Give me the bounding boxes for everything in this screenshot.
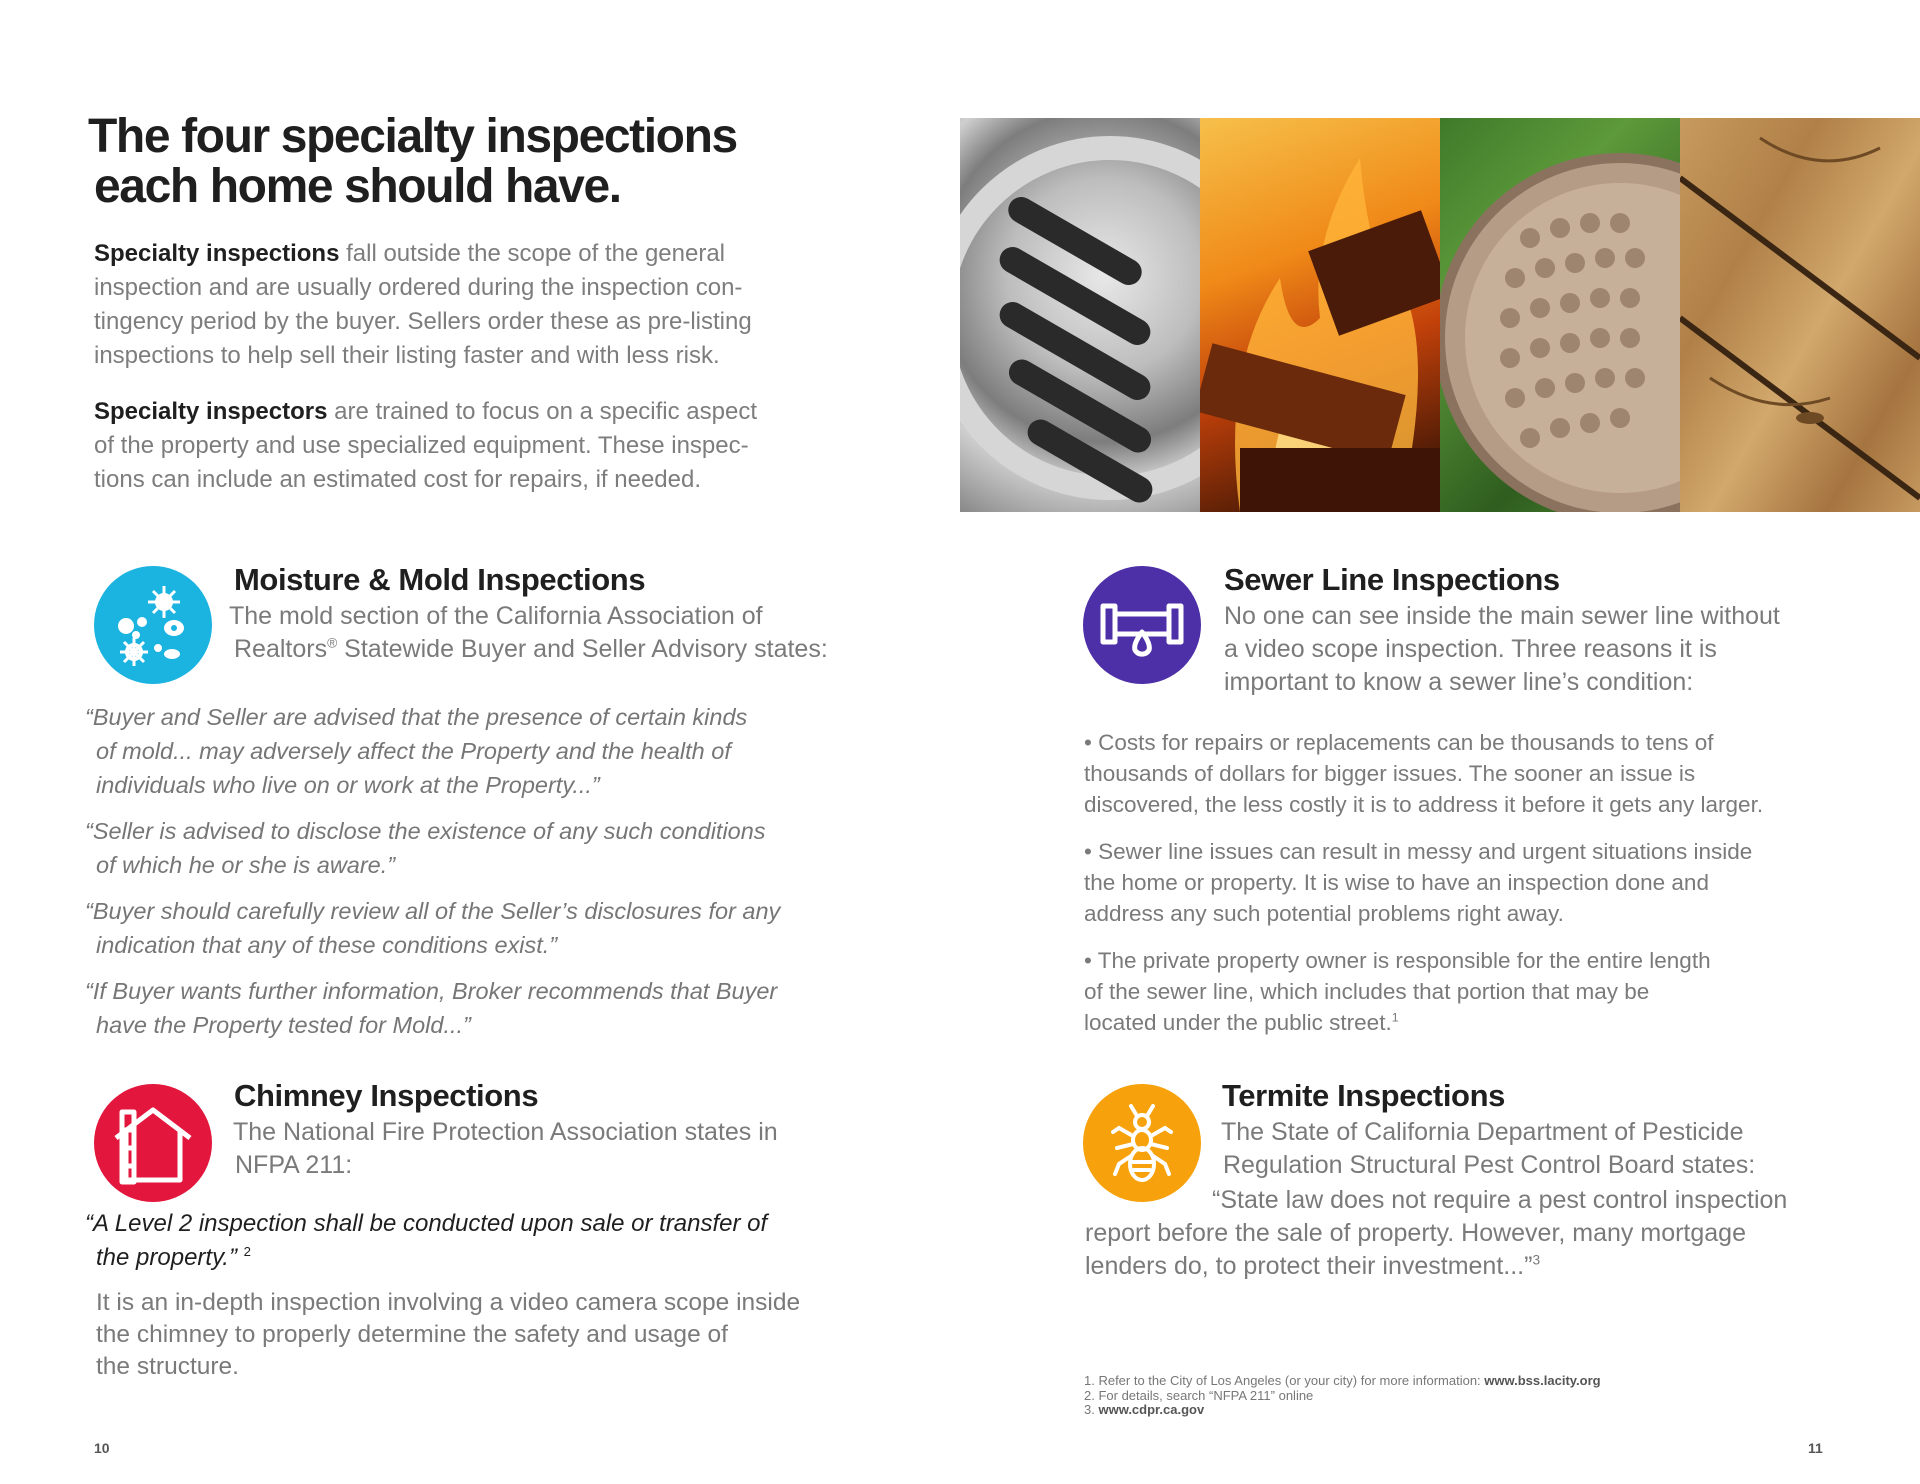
quote-line: “Buyer should carefully review all of the Seller’s disclosures for any [85, 898, 781, 924]
bullet-text: Costs for repairs or replacements can be thousands to tens of [1098, 730, 1714, 755]
bullet-text-part: located under the public street. [1084, 1010, 1392, 1035]
intro-text: tions can include an estimated cost for repairs, if needed. [94, 466, 702, 493]
chimney-body-line: the chimney to properly determine the safety and usage of [96, 1321, 728, 1348]
page-title-line-1: The four specialty inspections [88, 110, 737, 163]
termite-quote-line: report before the sale of property. However, many mortgage [1085, 1219, 1746, 1247]
intro-text: inspections to help sell their listing faster and with less risk. [94, 342, 720, 369]
chimney-body [96, 1287, 800, 1383]
registered-mark: ® [327, 635, 338, 651]
fire-photo [1200, 118, 1440, 512]
bullet-text: discovered, the less costly it is to address it before it gets any larger. [1084, 792, 1764, 817]
page-number-left: 10 [94, 1440, 110, 1456]
termite-quote-text: lenders do, to protect their investment...” [1085, 1252, 1533, 1280]
mold-quote-4 [85, 974, 845, 1042]
quote-line: have the Property tested for Mold...” [96, 1012, 471, 1038]
termite-intro-line: The State of California Department of Pesticide [1221, 1118, 1744, 1146]
bullet-mark: • [1084, 839, 1092, 864]
chimney-body-line: the structure. [96, 1353, 239, 1380]
mold-intro-line: The mold section of the California Association of [229, 602, 763, 630]
footnote-1-link[interactable]: www.bss.lacity.org [1484, 1373, 1601, 1388]
sewer-title: Sewer Line Inspections [1224, 562, 1560, 597]
footnote-ref: 3 [1532, 1252, 1541, 1268]
intro-text: of the property and use specialized equipment. These inspec- [94, 432, 749, 459]
mold-title: Moisture & Mold Inspections [234, 562, 646, 597]
termite-title: Termite Inspections [1222, 1078, 1505, 1113]
quote-line: individuals who live on or work at the Property...” [96, 772, 600, 798]
termite-quote-line [1085, 1252, 1540, 1280]
termite-quote-line: “State law does not require a pest control inspection [1212, 1186, 1788, 1214]
chimney-intro-line: NFPA 211: [235, 1151, 353, 1179]
quote-line: “If Buyer wants further information, Broker recommends that Buyer [85, 978, 778, 1004]
sewer-intro [1224, 600, 1780, 699]
mold-intro [229, 600, 828, 666]
bullet-text: The private property owner is responsible for the entire length [1097, 948, 1711, 973]
footnote-3: 3. [1084, 1402, 1099, 1417]
wood-photo [1680, 118, 1920, 512]
chimney-intro-line: The National Fire Protection Association states in [233, 1118, 778, 1146]
sewer-intro-line: No one can see inside the main sewer line without [1224, 602, 1780, 630]
sewer-bullet-2 [1084, 836, 1864, 929]
mold-text: Realtors [234, 635, 328, 663]
chimney-quote [85, 1207, 885, 1275]
sewer-bullet-3 [1084, 945, 1864, 1038]
chimney-intro [233, 1116, 778, 1182]
intro-bold-2: Specialty inspectors [94, 398, 328, 425]
quote-line: indication that any of these conditions exist.” [96, 932, 558, 958]
intro-text: tingency period by the buyer. Sellers order these as pre-listing [94, 308, 752, 335]
mold-quote-3 [85, 894, 845, 962]
sewer-intro-line: a video scope inspection. Three reasons it is [1224, 635, 1717, 663]
quote-line: of mold... may adversely affect the Property and the health of [96, 738, 731, 764]
page-title-line-2: each home should have. [94, 160, 621, 213]
mold-quote-2 [85, 814, 845, 882]
termite-intro-line: Regulation Structural Pest Control Board states: [1223, 1151, 1756, 1179]
bullet-mark: • [1084, 730, 1092, 755]
bullet-text: thousands of dollars for bigger issues. The sooner an issue is [1084, 761, 1696, 786]
page-number-right: 11 [1808, 1440, 1823, 1456]
bullet-text: Sewer line issues can result in messy and urgent situations inside [1098, 839, 1753, 864]
termite-quote [1085, 1184, 1787, 1283]
sewer-bullet-1 [1084, 727, 1864, 820]
mold-intro-line [229, 635, 828, 663]
footnote-2: 2. For details, search “NFPA 211” online [1084, 1387, 1314, 1403]
chimney-title: Chimney Inspections [234, 1078, 539, 1113]
bullet-text: the home or property. It is wise to have an inspection done and [1084, 870, 1709, 895]
intro-text: fall outside the scope of the general [339, 240, 726, 267]
footnote-ref: 2 [243, 1244, 251, 1259]
intro-text: inspection and are usually ordered during the inspection con- [94, 274, 743, 301]
bullet-text: of the sewer line, which includes that portion that may be [1084, 979, 1650, 1004]
termite-intro [1221, 1116, 1755, 1182]
mold-icon [94, 566, 212, 684]
intro-bold-1: Specialty inspections [94, 240, 340, 267]
quote-line: “A Level 2 inspection shall be conducted upon sale or transfer of [85, 1210, 768, 1237]
quote-text: the property.” [96, 1244, 237, 1271]
intro-text: are trained to focus on a specific aspect [327, 398, 758, 425]
bullet-mark: • [1084, 948, 1092, 973]
drain-photo [960, 118, 1200, 512]
quote-line: “Seller is advised to disclose the existence of any such conditions [85, 818, 766, 844]
chimney-body-line: It is an in-depth inspection involving a video camera scope inside [96, 1289, 801, 1316]
sewer-pipe-icon [1083, 566, 1201, 684]
quote-line: of which he or she is aware.” [96, 852, 396, 878]
quote-line [85, 1241, 885, 1275]
footnotes [1084, 1374, 1601, 1418]
bullet-text: address any such potential problems right away. [1084, 901, 1564, 926]
quote-line: “Buyer and Seller are advised that the presence of certain kinds [85, 704, 748, 730]
mold-text: Statewide Buyer and Seller Advisory states: [337, 635, 828, 663]
footnote-1: 1. Refer to the City of Los Angeles (or your city) for more information: [1084, 1373, 1485, 1388]
bullet-text [1084, 1010, 1399, 1035]
sewer-intro-line: important to know a sewer line’s condition: [1224, 668, 1694, 696]
footnote-3-link[interactable]: www.cdpr.ca.gov [1098, 1402, 1205, 1417]
intro-paragraph-2 [94, 395, 854, 497]
intro-paragraph-1 [94, 237, 854, 373]
manhole-photo [1440, 118, 1680, 512]
mold-quote-1 [85, 700, 845, 802]
chimney-house-icon [94, 1084, 212, 1202]
footnote-ref: 1 [1391, 1010, 1399, 1025]
